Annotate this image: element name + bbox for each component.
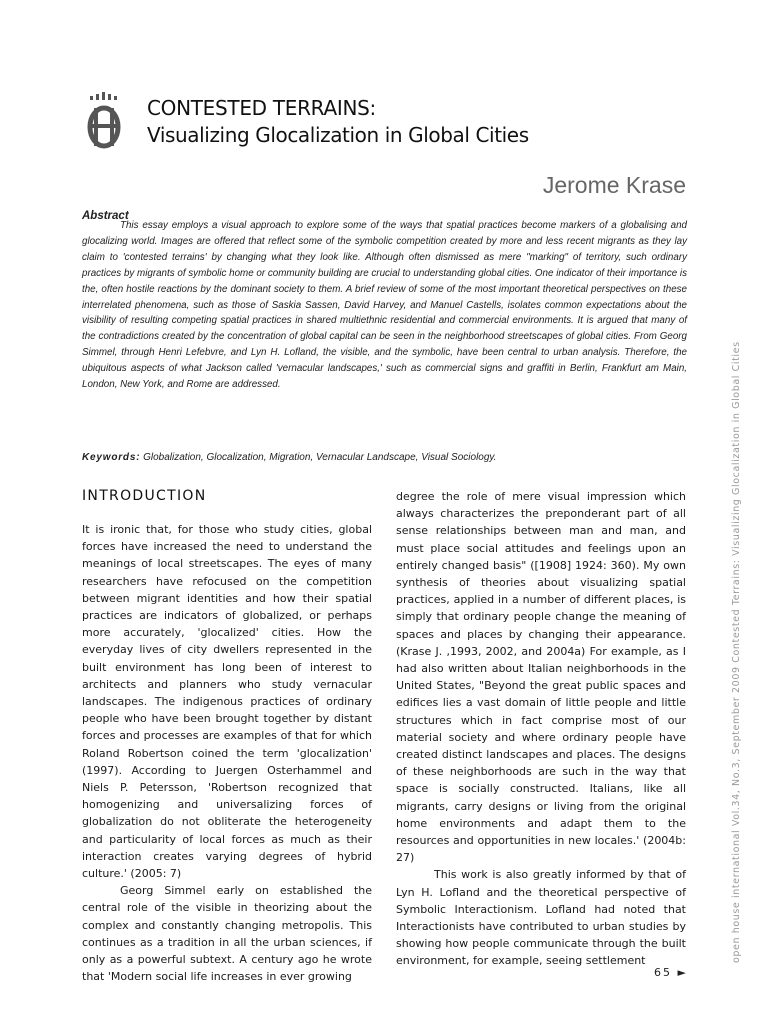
paragraph: degree the role of mere visual impression which always characterizes the preponderant part of all sense relationships between man and man, and must place social attitudes and feelings upon an entirely changed basis" ([1908] 1924: 360). My own synthesis of theories about visualizing spatial practices, applied in a number of different places, is simply that ordinary people change the meaning of spaces and places by changing their appearance. (Krase J. ,1993, 2002, and 2004a) For example, as I had also written about Italian neighborhoods in the United States, "Beyond the great public spaces and edifices lies a vast domain of little people and little structures which in fact comprise most of our material society and where ordinary people have created distinct landscapes and places. The designs of these neighborhoods are such in the way that space is socially constructed. Italians, like all migrants, carry designs or living from the original home environments and adapt them to the resources and opportunities in new locales.' (2004b: 27) xyxy=(396,490,686,865)
author-name: Jerome Krase xyxy=(542,172,686,198)
paragraph: This work is also greatly informed by that of Lyn H. Lofland and the theoretical perspective of Symbolic Interactionism. Lofland had noted that Interactionists have contributed to urban studies by showing how people communicate through the built environment, for example, seeing settlement xyxy=(396,868,686,968)
abstract-label: Abstract xyxy=(82,210,129,222)
paragraph: Georg Simmel early on established the central role of the visible in theorizing about the complex and constantly changing metropolis. This continues as a tradition in all the urban sciences, if only as a powerful subtext. A century ago he wrote that 'Modern social life increases in ever growing xyxy=(82,884,372,984)
next-page-arrow-icon: ► xyxy=(677,966,688,979)
keywords-label: Keywords: xyxy=(82,452,141,463)
article-title xyxy=(147,95,707,149)
journal-spine-text: open house international Vol.34, No.3, September 2009 Contested Terrains: Visualizing Glocalization in Global Cities xyxy=(731,341,742,963)
title-line-1: CONTESTED TERRAINS: xyxy=(147,96,376,120)
page-number xyxy=(654,966,688,979)
paragraph: It is ironic that, for those who study cities, global forces have increased the need to understand the meanings of local streetscapes. The eyes of many researchers have refocused on the competition between migrant identities and how their spatial practices are indicators of globalized, or perhaps more accurately, 'glocalized' cities. How the everyday lives of city dwellers represented in the built environment has long been of interest to architects and planners who study vernacular landscapes. The indigenous practices of ordinary people who have been brought together by distant forces and processes are examples of that for which Roland Robertson coined the term 'glocalization' (1997). According to Juergen Osterhammel and Niels P. Petersson, 'Robertson recognized that homogenizing and universalizing forces of globalization do not obliterate the heterogeneity and particularity of local forces as much as their interaction creates varying degrees of hybrid culture.' (2005: 7) xyxy=(82,523,372,881)
keywords-text: Globalization, Glocalization, Migration, Vernacular Landscape, Visual Sociology. xyxy=(143,452,497,463)
open-house-logo-icon xyxy=(86,92,126,152)
text-column-right xyxy=(396,488,686,970)
abstract-text: This essay employs a visual approach to explore some of the ways that spatial practices become markers of a globalising and glocalizing world. Images are offered that reflect some of the symbolic competition created by more and less recent migrants as they lay claim to 'contested terrains' by changing what they look like. Although often dismissed as mere "marking" of territory, such ordinary practices by migrants of symbolic home or community building are crucial to understanding global cities. One indicator of their importance is the, often hostile reactions by the dominant society to them. A brief review of some of the most important theoretical perspectives on these interrelated phenomena, such as those of Saskia Sassen, David Harvey, and Manuel Castells, isolates common expectations about the visibility of resulting competing spatial practices in shared multiethnic residential and commercial environments. It is argued that many of the contradictions created by the concentration of global capital can be seen in the neighborhood streetscapes of global cities. From Georg Simmel, through Henri Lefebvre, and Lyn H. Lofland, the visible, and the symbolic, have been central to urban analysis. Therefore, the ubiquitous aspects of what Jackson called 'vernacular landscapes,' such as commercial signs and graffiti in Berlin, Frankfurt am Main, London, New York, and Rome are addressed. xyxy=(82,220,687,391)
section-heading-introduction: INTRODUCTION xyxy=(82,488,207,504)
text-column-left xyxy=(82,521,372,985)
keywords xyxy=(82,452,687,463)
page-number-value: 65 xyxy=(654,966,673,979)
title-line-2: Visualizing Glocalization in Global Cities xyxy=(147,123,529,147)
